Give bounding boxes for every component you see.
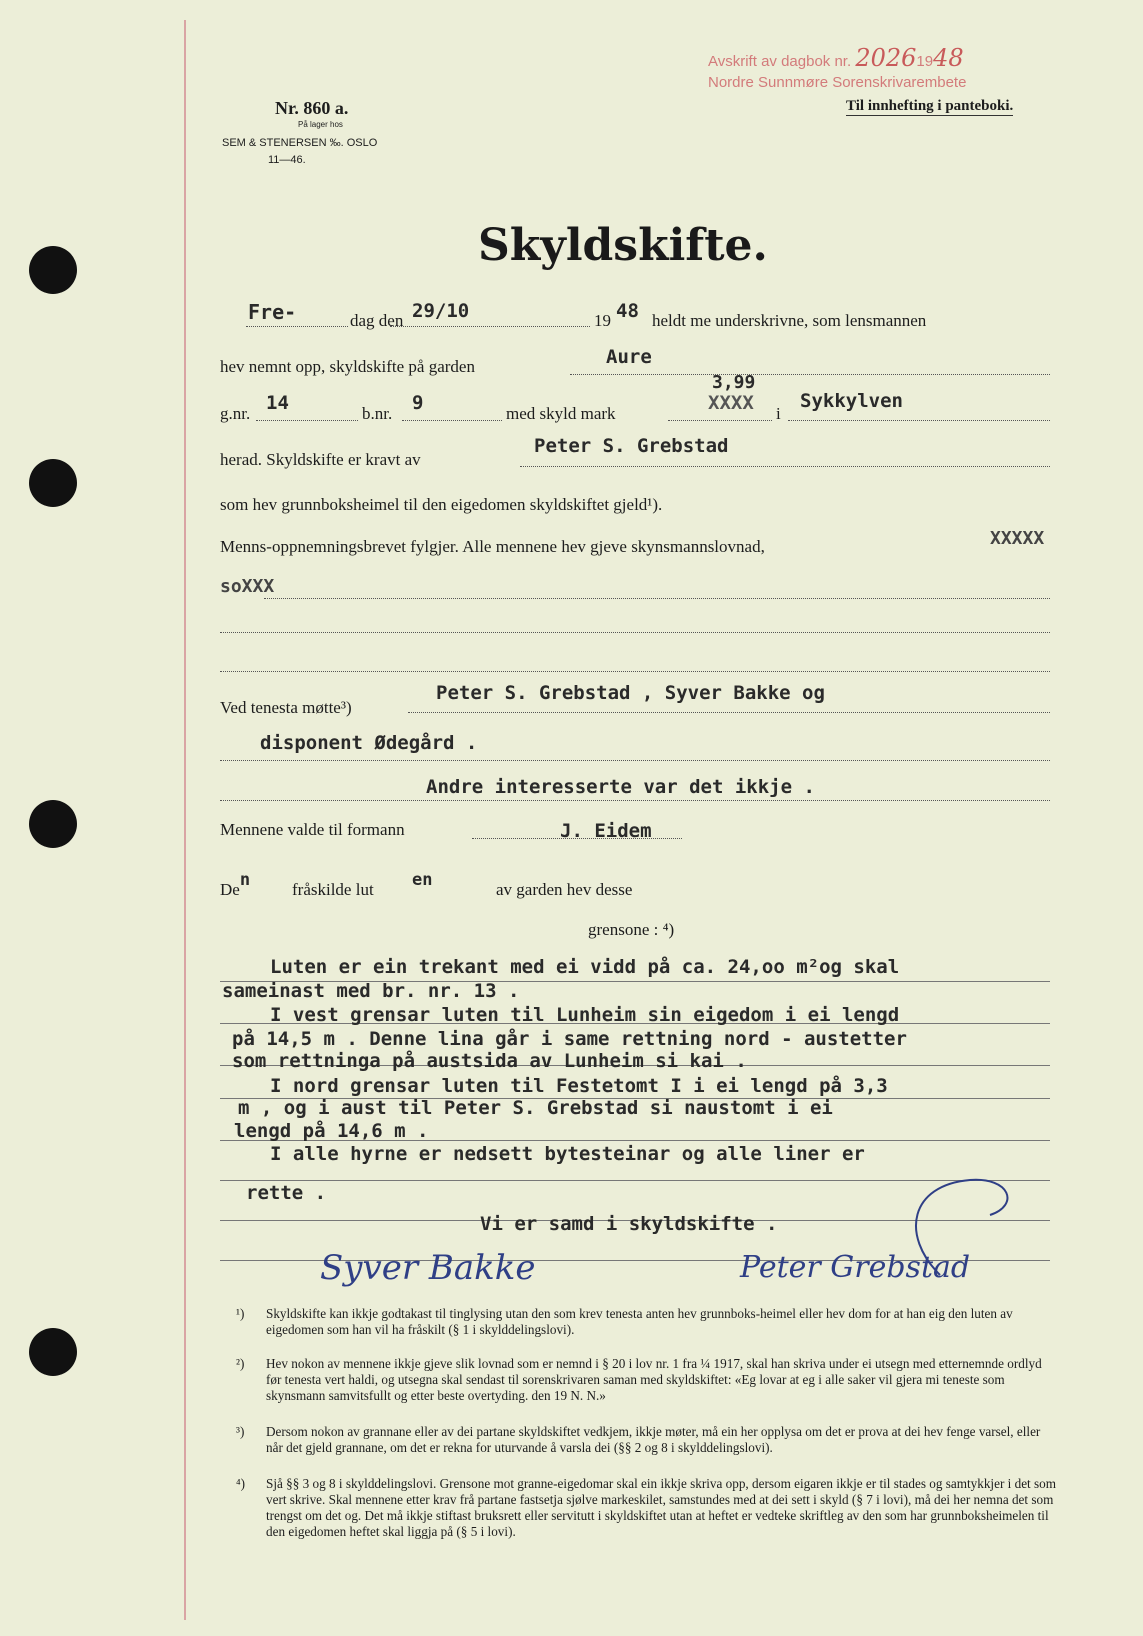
stamp-year: 48 (933, 44, 964, 72)
signature-peter-grebstad: Peter Grebstad (740, 1250, 971, 1285)
form-number: Nr. 860 a. (275, 98, 349, 118)
footnote-text: Hev nokon av mennene ikkje gjeve slik lovnad som er nemnd i § 20 i lov nr. 1 fra ¼ 1917, skal han skriva under ei utsegn med etternemnde ordlyd før tenesta vert haldi, og utsegna skal sendast til sorenskrivaren saman med skyldskiftet: «Eg lovar at eg i alle saker vil gjera mi teneste som skynsmann samvitsfullt og etter beste overtyding. den 19 N. N.» (266, 1356, 1042, 1403)
menns-struck-2: soXXX (220, 576, 275, 597)
punch-hole (29, 800, 77, 848)
dotted-rule (390, 326, 590, 327)
stamp-year-prefix: 19 (916, 53, 934, 70)
page-title: Skyldskifte. (478, 220, 768, 271)
skyld-label: med skyld mark (506, 404, 616, 423)
body-line: på 14,5 m . Denne lina går i same rettning nord - austetter (232, 1028, 907, 1050)
stamp-instruction: Til innhefting i panteboki. (846, 98, 1014, 114)
dotted-rule (668, 420, 772, 421)
requester: Peter S. Grebstad (534, 435, 729, 457)
body-line: I vest grensar luten til Lunheim sin eigedom i ei lengd (270, 1004, 900, 1026)
footnote-text: Dersom nokon av grannane eller av dei partane skyldskiftet vedkjem, ikkje møter, må ein her opplysa om det er prova at dei hev fenge varsel, eller når det gjeld grannane, om det er rekna for uturvande å varsla dei (§§ 2 og 8 i skylddelingslovi). (266, 1424, 1041, 1455)
dotted-rule (570, 374, 1050, 375)
body-line: Luten er ein trekant med ei vidd på ca. 24,oo m²og skal (270, 956, 900, 978)
dotted-rule (520, 466, 1050, 467)
margin-rule (184, 20, 186, 1620)
formann-name: J. Eidem (560, 820, 652, 842)
footnote-4 (236, 1476, 1056, 1540)
dotted-rule (220, 800, 1050, 801)
punch-hole (29, 1328, 77, 1376)
skyld-struck: XXXX (708, 392, 754, 414)
year-prefix: 19 (594, 311, 611, 330)
body-line: rette . (246, 1182, 327, 1204)
body-line: I nord grensar luten til Festetomt I i ei lengd på 3,3 (270, 1075, 888, 1097)
gnr-value: 14 (266, 392, 289, 414)
footnote-text: Skyldskifte kan ikkje godtakast til tinglysing utan den som krev tenesta anten hev grunnboks-heimel eller hev dom for at han eig den luten av eigedomen som han vil ha fråskilt (§ 1 i skylddelingslovi). (266, 1306, 1013, 1337)
date-value: 29/10 (412, 300, 470, 322)
den-hand: n (239, 870, 251, 890)
fraskilde-hand: en (412, 870, 433, 890)
bnr-label: b.nr. (362, 404, 393, 423)
ved-label: Ved tenesta møtte³) (220, 698, 352, 717)
menns-struck-1: XXXXX (990, 528, 1045, 549)
i-label: i (776, 404, 781, 423)
attendees-line-2: disponent Ødegård . (260, 732, 478, 754)
body-line: I alle hyrne er nedsett bytesteinar og alle liner er (270, 1143, 865, 1165)
heimel-line: som hev grunnboksheimel til den eigedomen skyldskiftet gjeld¹). (220, 495, 663, 514)
av-garden-label: av garden hev desse (496, 880, 633, 899)
dotted-rule (472, 838, 682, 839)
footnote-3 (236, 1424, 1056, 1456)
day-hand: Fre- (248, 300, 297, 324)
dotted-rule (246, 326, 348, 327)
dotted-rule (788, 420, 1050, 421)
attendees-line-1: Peter S. Grebstad , Syver Bakke og (436, 682, 825, 704)
dotted-rule (220, 671, 1050, 672)
body-line: som rettninga på austsida av Lunheim si kai . (232, 1050, 747, 1072)
farm-label: hev nemnt opp, skyldskifte på garden (220, 357, 475, 376)
day-label: dag den (350, 311, 404, 330)
attendees-line-3: Andre interesserte var det ikkje . (426, 776, 815, 798)
den-label (220, 870, 251, 900)
punch-hole (29, 459, 77, 507)
dotted-rule (408, 712, 1050, 713)
stamp-office: Nordre Sunnmøre Sorenskrivarembete (708, 74, 967, 91)
skyld-value: 3,99 (712, 372, 756, 393)
stamp-prefix: Avskrift av dagbok nr. (708, 53, 852, 70)
footnote-2 (236, 1356, 1056, 1404)
den-text: De (220, 880, 240, 899)
gnr-label: g.nr. (220, 404, 251, 423)
body-line: lengd på 14,6 m . (234, 1120, 429, 1142)
line1-rest: heldt me underskrivne, som lensmannen (652, 311, 927, 330)
dotted-rule (402, 420, 502, 421)
printer-line-1: På lager hos (298, 120, 343, 129)
registry-stamp (708, 44, 964, 72)
grensone-label: grensone : ⁴) (588, 920, 675, 939)
herad-label: herad. Skyldskifte er kravt av (220, 450, 421, 469)
footnote-1 (236, 1306, 1056, 1338)
dotted-rule (220, 760, 1050, 761)
body-line: Vi er samd i skyldskifte . (480, 1213, 778, 1235)
stamp-number: 2026 (855, 44, 917, 72)
formann-label: Mennene valde til formann (220, 820, 405, 839)
bnr-value: 9 (412, 392, 424, 414)
menns-line: Menns-oppnemningsbrevet fylgjer. Alle mennene hev gjeve skynsmannslovnad, (220, 537, 765, 556)
dotted-rule (264, 598, 1050, 599)
body-line: m , og i aust til Peter S. Grebstad si naustomt i ei (238, 1097, 833, 1119)
footnote-mark: ⁴) (236, 1476, 245, 1491)
footnote-text: Sjå §§ 3 og 8 i skylddelingslovi. Grensone mot granne-eigedomar skal ein ikkje skriva opp, dersom eigaren ikkje er til stades og samtykkjer i det som vert skrive. Skal mennene etter krav frå partane fastsetja sjølve markeskilet, samstundes med at dei sett i skyld (§ 7 i lovi), må dei her nemna det som trengst om det og. Det må ikkje stiftast bruksrett eller servitutt i skyldskiftet utan at heftet er vedteke skriftleg av den som har grunnboksheimelen til den eigedomen heftet skal liggja på (§ 5 i lovi). (266, 1476, 1056, 1539)
footnote-mark: ³) (236, 1424, 245, 1439)
printer-line-3: 11—46. (268, 154, 306, 166)
footnote-mark: ¹) (236, 1306, 245, 1321)
signature-flourish (880, 1175, 1030, 1285)
signature-syver-bakke: Syver Bakke (320, 1248, 536, 1288)
municipality: Sykkylven (800, 390, 903, 412)
year-value: 48 (616, 300, 639, 322)
punch-hole (29, 246, 77, 294)
fraskilde-label: fråskilde lut (292, 880, 374, 899)
body-line: sameinast med br. nr. 13 . (222, 980, 520, 1002)
dotted-rule (220, 632, 1050, 633)
dotted-rule (256, 420, 358, 421)
printer-line-2: SEM & STENERSEN ‰. OSLO (222, 137, 378, 149)
farm-name: Aure (606, 346, 652, 368)
footnote-mark: ²) (236, 1356, 245, 1371)
